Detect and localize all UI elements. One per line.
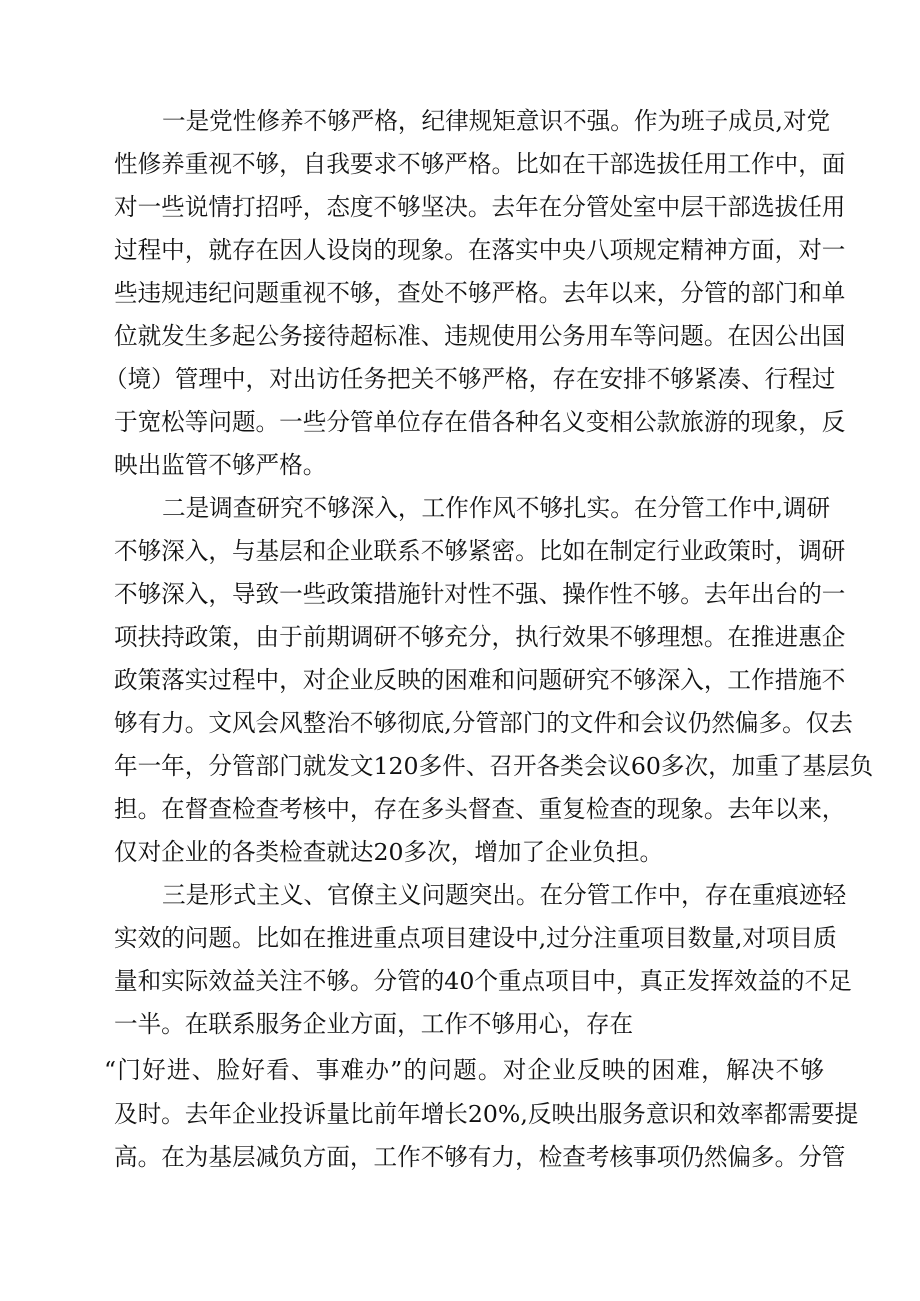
paragraph-3-line-7: 高。在为基层减负方面，工作不够有力，检查考核事项仍然偏多。分管 — [114, 1143, 846, 1171]
paragraph-1-line-8: 于宽松等问题。一些分管单位存在借各种名义变相公款旅游的现象，反 — [114, 408, 846, 436]
paragraph-2-line-7: 年一年，分管部门就发文120多件、召开各类会议60多次，加重了基层负 — [114, 752, 874, 780]
paragraph-2-line-1: 二是调查研究不够深入，工作作风不够扎实。在分管工作中,调研 — [162, 494, 831, 522]
paragraph-3-line-2: 实效的问题。比如在推进重点项目建设中,过分注重项目数量,对项目质 — [114, 924, 837, 952]
paragraph-2-line-5: 政策落实过程中，对企业反映的困难和问题研究不够深入，工作措施不 — [114, 666, 846, 694]
paragraph-1-line-7: （境）管理中，对出访任务把关不够严格，存在安排不够紧凑、行程过 — [104, 365, 836, 393]
paragraph-3-line-4: 一半。在联系服务企业方面，工作不够用心，存在 — [114, 1010, 634, 1038]
paragraph-2-line-4: 项扶持政策，由于前期调研不够充分，执行效果不够理想。在推进惠企 — [114, 623, 846, 651]
paragraph-2-line-6: 够有力。文风会风整治不够彻底,分管部门的文件和会议仍然偏多。仅去 — [114, 709, 853, 737]
paragraph-1-line-2: 性修养重视不够，自我要求不够严格。比如在干部选拔任用工作中，面 — [114, 150, 846, 178]
paragraph-2-line-2: 不够深入，与基层和企业联系不够紧密。比如在制定行业政策时，调研 — [114, 537, 846, 565]
paragraph-1-line-3: 对一些说情打招呼，态度不够坚决。去年在分管处室中层干部选拔任用 — [114, 193, 846, 221]
paragraph-1-line-4: 过程中，就存在因人设岗的现象。在落实中央八项规定精神方面，对一 — [114, 236, 846, 264]
paragraph-1-line-1: 一是党性修养不够严格，纪律规矩意识不强。作为班子成员,对党 — [162, 107, 831, 135]
paragraph-2-line-3: 不够深入，导致一些政策措施针对性不强、操作性不够。去年出台的一 — [114, 580, 846, 608]
paragraph-2-line-8: 担。在督查检查考核中，存在多头督查、重复检查的现象。去年以来， — [114, 795, 846, 823]
paragraph-1-line-6: 位就发生多起公务接待超标准、违规使用公务用车等问题。在因公出国 — [114, 322, 846, 350]
paragraph-2-line-9: 仅对企业的各类检查就达20多次，增加了企业负担。 — [114, 838, 664, 866]
paragraph-3-line-5: “门好进、脸好看、事难办”的问题。对企业反映的困难，解决不够 — [104, 1056, 824, 1084]
paragraph-3-line-1: 三是形式主义、官僚主义问题突出。在分管工作中，存在重痕迹轻 — [162, 881, 847, 909]
paragraph-3-line-3: 量和实际效益关注不够。分管的40个重点项目中，真正发挥效益的不足 — [114, 967, 852, 995]
paragraph-1-line-5: 些违规违纪问题重视不够，查处不够严格。去年以来，分管的部门和单 — [114, 279, 846, 307]
paragraph-1-line-9: 映出监管不够严格。 — [114, 451, 327, 479]
paragraph-3-line-6: 及时。去年企业投诉量比前年增长20%,反映出服务意识和效率都需要提 — [114, 1100, 859, 1128]
